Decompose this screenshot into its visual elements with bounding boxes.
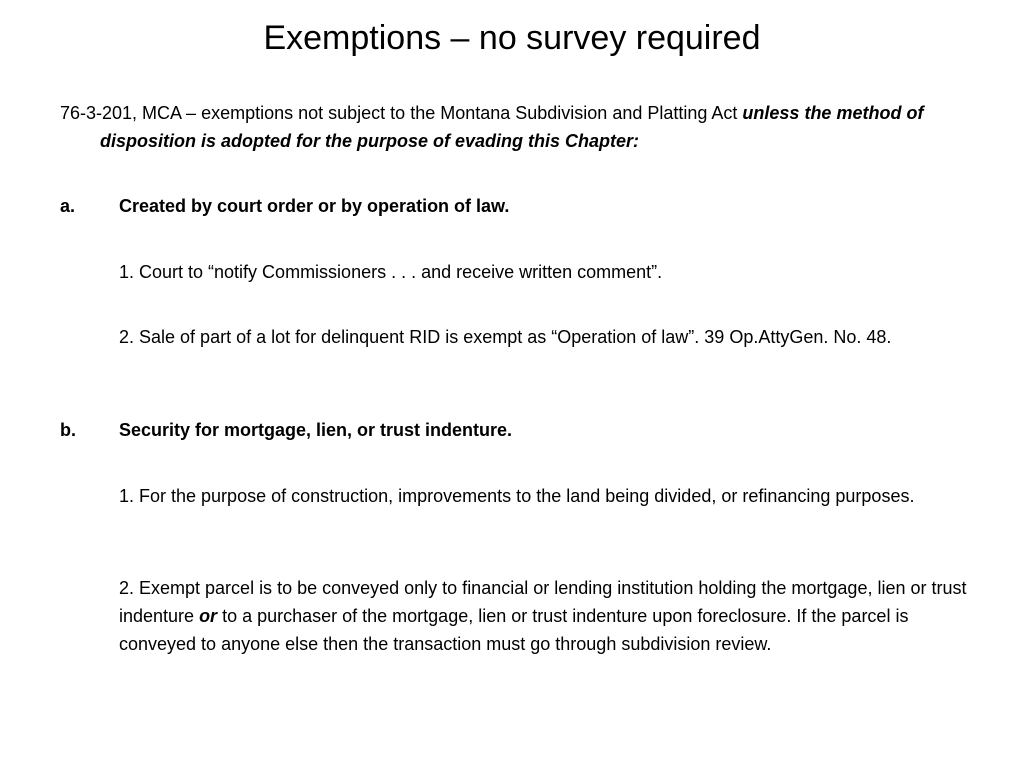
section-b-item-2-text-1: 2. Exempt parcel is to be conveyed only to financial or lending institution holding the mortgage, lien or trust indenture [119,578,967,626]
section-a-item-2: 2. Sale of part of a lot for delinquent RID is exempt as “Operation of law”. 39 Op.AttyGen. No. 48. [119,327,892,347]
section-a-letter: a. [60,196,76,216]
slide-title: Exemptions – no survey required [263,19,761,57]
section-a-item-1: 1. Court to “notify Commissioners . . . and receive written comment”. [119,262,663,282]
intro-text: 76-3-201, MCA – exemptions not subject to the Montana Subdivision and Platting Act [60,103,743,123]
section-b-item-2-emphasis: or [199,606,218,626]
intro-paragraph [60,99,1005,155]
intro-emphasis: unless the method of disposition is adopted for the purpose of evading this Chapter: [100,103,924,151]
section-b-heading: Security for mortgage, lien, or trust indenture. [119,420,513,440]
section-b-item-2 [119,574,969,658]
section-b-letter: b. [60,420,76,440]
section-b-item-1: 1. For the purpose of construction, improvements to the land being divided, or refinancing purposes. [119,486,915,506]
section-a-heading: Created by court order or by operation of law. [119,196,510,216]
section-b-item-2-text-2: to a purchaser of the mortgage, lien or trust indenture upon foreclosure. If the parcel is conveyed to anyone else then the transaction must go through subdivision review. [119,606,909,654]
